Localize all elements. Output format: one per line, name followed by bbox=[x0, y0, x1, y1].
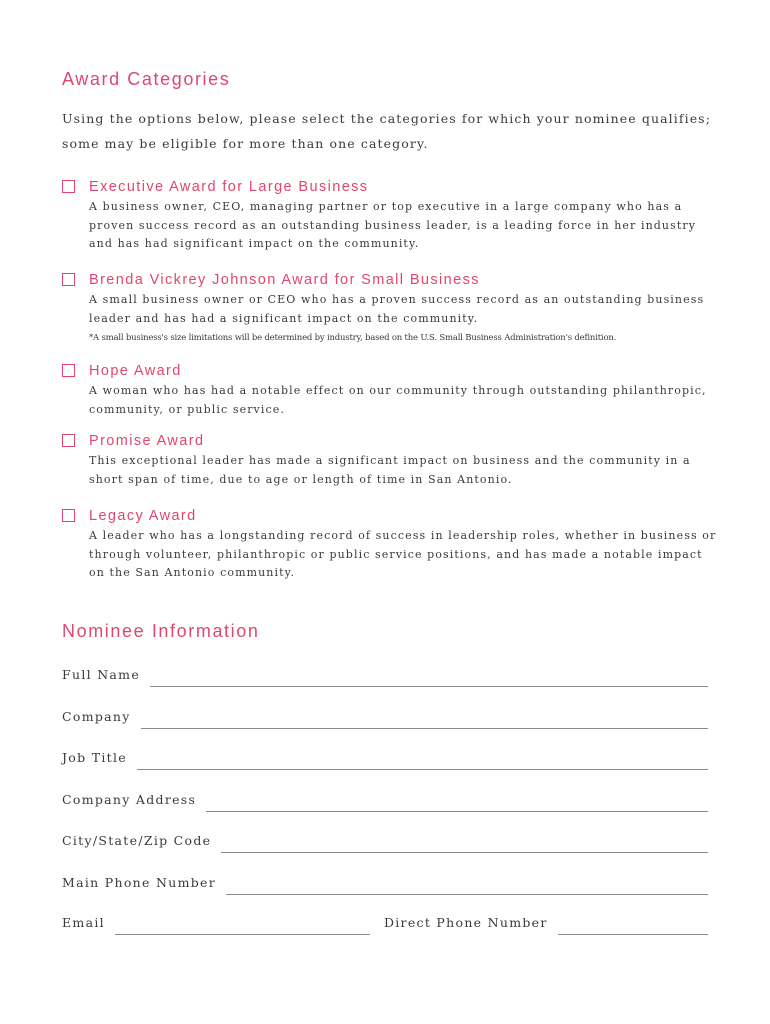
main-phone-row bbox=[62, 870, 708, 890]
company-input[interactable] bbox=[141, 714, 708, 729]
company-address-input[interactable] bbox=[206, 797, 708, 812]
main-phone-label: Main Phone Number bbox=[62, 875, 216, 890]
checkbox-legacy-award[interactable] bbox=[62, 509, 75, 522]
direct-phone-label: Direct Phone Number bbox=[383, 915, 548, 930]
checkbox-promise-award[interactable] bbox=[62, 434, 75, 447]
job-title-input[interactable] bbox=[137, 755, 708, 770]
checkbox-hope-award[interactable] bbox=[62, 364, 75, 377]
full-name-label: Full Name bbox=[62, 667, 141, 682]
award-footnote: *A small business's size limitations will be determined by industry, based on the U.S. Small Business Administration's definition. bbox=[89, 333, 617, 343]
city-state-zip-label: City/State/Zip Code bbox=[62, 833, 212, 848]
company-label: Company bbox=[62, 709, 131, 724]
email-label: Email bbox=[62, 915, 105, 930]
award-name: Brenda Vickrey Johnson Award for Small Business bbox=[89, 272, 480, 288]
main-phone-input[interactable] bbox=[226, 880, 708, 895]
award-option-executive bbox=[62, 178, 722, 254]
checkbox-executive-award[interactable] bbox=[62, 180, 75, 193]
award-categories-intro: Using the options below, please select the categories for which your nominee qualifies; some may be eligible for more than one category. bbox=[62, 111, 712, 151]
award-description: A woman who has had a notable effect on our community through outstanding philanthropic, community, or public service. bbox=[89, 384, 707, 416]
checkbox-small-business-award[interactable] bbox=[62, 273, 75, 286]
company-address-row bbox=[62, 787, 708, 807]
award-description: A small business owner or CEO who has a proven success record as an outstanding business leader and has had a significant impact on the community. bbox=[89, 293, 705, 325]
job-title-label: Job Title bbox=[62, 750, 127, 765]
award-description: This exceptional leader has made a significant impact on business and the community in a short span of time, due to age or length of time in San Antonio. bbox=[89, 454, 691, 486]
full-name-row bbox=[62, 662, 708, 682]
award-description: A leader who has a longstanding record of success in leadership roles, whether in business or through volunteer, philanthropic or public service positions, and has made a notable impact on the San Antonio community. bbox=[89, 529, 717, 579]
job-title-row bbox=[62, 745, 708, 765]
full-name-input[interactable] bbox=[150, 672, 708, 687]
award-option-hope bbox=[62, 362, 722, 419]
award-name: Promise Award bbox=[89, 433, 205, 449]
company-address-label: Company Address bbox=[62, 792, 197, 807]
city-state-zip-row bbox=[62, 828, 708, 848]
award-option-brenda-vickrey-johnson bbox=[62, 271, 722, 343]
award-option-legacy bbox=[62, 507, 722, 583]
award-categories-heading: Award Categories bbox=[62, 69, 231, 89]
company-row bbox=[62, 704, 708, 724]
award-option-promise bbox=[62, 432, 722, 489]
email-direct-phone-row bbox=[62, 910, 708, 930]
city-state-zip-input[interactable] bbox=[221, 838, 708, 853]
award-name: Hope Award bbox=[89, 363, 182, 379]
award-name: Legacy Award bbox=[89, 508, 197, 524]
email-input[interactable] bbox=[115, 920, 370, 935]
direct-phone-input[interactable] bbox=[558, 920, 708, 935]
award-name: Executive Award for Large Business bbox=[89, 179, 369, 195]
award-description: A business owner, CEO, managing partner or top executive in a large company who has a proven success record as an outstanding business leader, is a leading force in her industry and has had significant impact on the community. bbox=[89, 200, 697, 250]
nominee-information-heading: Nominee Information bbox=[62, 621, 260, 641]
